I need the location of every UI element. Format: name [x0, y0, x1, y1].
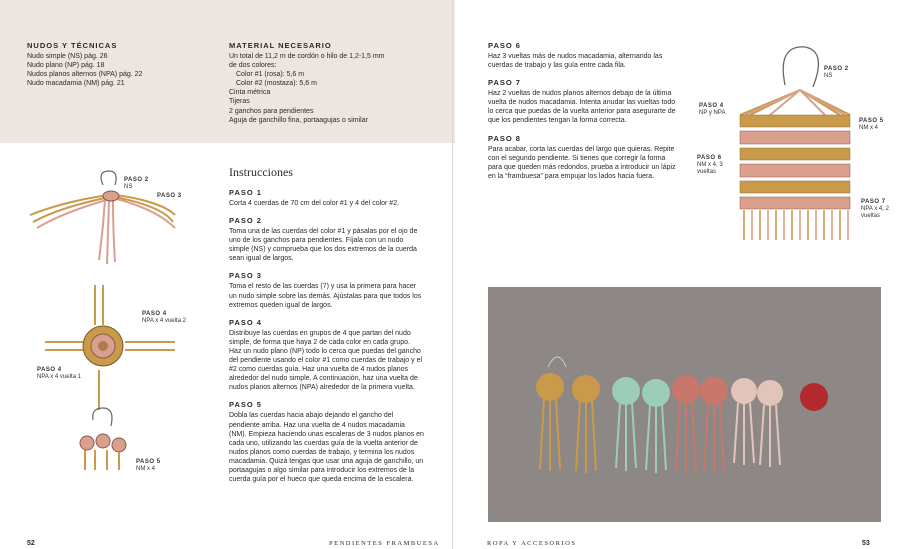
running-head-left: PENDIENTES FRAMBUESA	[329, 540, 440, 547]
material-line: Tijeras	[229, 98, 250, 106]
step-title: PASO 7	[488, 78, 521, 88]
material-line: Aguja de ganchillo fina, portaagujas o similar	[229, 116, 368, 124]
diagram-step-5	[80, 408, 126, 470]
running-head-right: ROPA Y ACCESORIOS	[487, 540, 577, 547]
step-7	[488, 78, 676, 125]
diagram-label: PASO 4 NPA x 4 vuelta 1	[37, 367, 81, 380]
diagram-label: PASO 4 NPA x 4 vuelta 2	[142, 311, 186, 324]
earrings-photo	[488, 287, 881, 522]
material-line: Color #2 (mostaza): 5,6 m	[236, 80, 317, 88]
material-line: Cinta métrica	[229, 89, 271, 97]
step-4	[229, 318, 424, 393]
diagram-label: PASO 4 NP y NPA	[699, 103, 726, 116]
material-line: 2 ganchos para pendientes	[229, 107, 314, 115]
material-line: de dos colores:	[229, 62, 277, 70]
material-line: Un total de 11,2 m de cordón o hilo de 1,2-1,5 mm	[229, 53, 385, 60]
step-2	[229, 216, 424, 263]
step-title: PASO 5	[229, 400, 262, 410]
instructions-title: Instrucciones	[229, 165, 293, 179]
materials-block	[229, 41, 429, 125]
page-gutter	[452, 0, 453, 549]
technique-line: Nudo simple (NS) pág. 26	[27, 53, 108, 60]
step-text: Toma una de las cuerdas del color #1 y pásalas por el ojo de uno de los ganchos para pendientes. Fíjala con un nudo simple (NS) y comprueba que los dos extremos de la cuerda sean igual de largos.	[229, 228, 418, 263]
right-steps-block	[488, 41, 676, 189]
diagram-label: PASO 2 NS	[124, 177, 149, 190]
step-title: PASO 1	[229, 188, 262, 197]
step-text: Corta 4 cuerdas de 70 cm del color #1 y 4 del color #2.	[229, 200, 400, 207]
techniques-block	[27, 41, 207, 88]
step-text: Haz 2 vueltas de nudos planos alternos debajo de la última vuelta de nudos macadamia. Intenta anudar las vueltas todo lo cerca que puedas de la vuelta anterior para asegurarte de que los pendientes tengan la forma correcta.	[488, 90, 676, 125]
technique-line: Nudo plano (NP) pág. 18	[27, 62, 105, 70]
diagram-step-2-3	[30, 171, 175, 264]
technique-line: Nudos planos alternos (NPA) pág. 22	[27, 71, 143, 79]
step-6	[488, 41, 676, 70]
diagram-label: PASO 5 NM x 4	[136, 459, 161, 472]
diagram-label: PASO 5 NM x 4	[859, 118, 884, 131]
step-5	[229, 400, 424, 484]
diagram-label: PASO 3	[157, 193, 182, 199]
diagram-label: PASO 6 NM x 4, 3 vueltas	[697, 155, 723, 175]
step-8	[488, 134, 676, 181]
step-title: PASO 3	[229, 271, 262, 281]
step-title: PASO 8	[488, 133, 521, 143]
step-text: Toma el resto de las cuerdas (7) y usa la primera para hacer un nudo simple sobre las demás. Ajústalas para que todos los extremos queden igual de largos.	[229, 283, 422, 309]
diagram-label: PASO 2 NS	[824, 66, 849, 79]
diagram-step-4	[45, 285, 175, 410]
step-1	[229, 188, 424, 208]
step-title: PASO 6	[488, 41, 521, 50]
materials-heading: MATERIAL NECESARIO	[229, 41, 332, 50]
step-text: Dobla las cuerdas hacia abajo dejando el gancho del pendiente arriba. Haz una vuelta de 4 nudos macadamia (NM). Empieza haciendo unas escaleras de 3 nudos planos en cada uno, utilizando las cuerdas guía de la vuelta anterior de nudos planos como cuerdas de trabajo, y termina los nudos macadamia. Quizá tengas que usar una aguja de ganchillo, un portaagujas o algo similar para introducir los extremos de la cuerda guía por el hueco que queda encima de la escalera.	[229, 412, 424, 484]
page-number-right: 53	[862, 540, 870, 547]
material-line: Color #1 (rosa): 5,6 m	[236, 71, 305, 79]
step-3	[229, 271, 424, 309]
step-title: PASO 4	[229, 317, 262, 327]
step-text: Distribuye las cuerdas en grupos de 4 que partan del nudo simple, de forma que haya 2 de cada color en cada grupo. Haz un nudo plano (NP) todo lo cerca que puedas del gancho del pendiente usando el color #1 como cuerdas de trabajo y el #2 como cuerdas guía. Haz una vuelta de 4 nudos planos alrededor del nudo simple. A continuación, haz una vuelta de nudos planos alternos (NPA) alrededor de la primera vuelta.	[229, 329, 423, 392]
step-text: Para acabar, corta las cuerdas del largo que quieras. Repite con el segundo pendiente. Si tienes que corregir la forma para que queden más redondos, prueba a introducir un lápiz en la “frambuesa” para empujar los lados hacia fuera.	[488, 145, 676, 180]
page-number-left: 52	[27, 540, 35, 547]
instructions-block	[229, 165, 424, 492]
diagram-label: PASO 7 NPA x 4, 2 vueltas	[861, 199, 889, 219]
earrings-illustration	[488, 287, 881, 522]
step-title: PASO 2	[229, 216, 262, 226]
step-text: Haz 3 vueltas más de nudos macadamia, alternando las cuerdas de trabajo y las guía entre cada fila.	[488, 53, 663, 70]
techniques-heading: NUDOS Y TÉCNICAS	[27, 41, 118, 50]
technique-line: Nudo macadamia (NM) pág. 21	[27, 80, 125, 88]
berry-knot	[800, 383, 828, 411]
